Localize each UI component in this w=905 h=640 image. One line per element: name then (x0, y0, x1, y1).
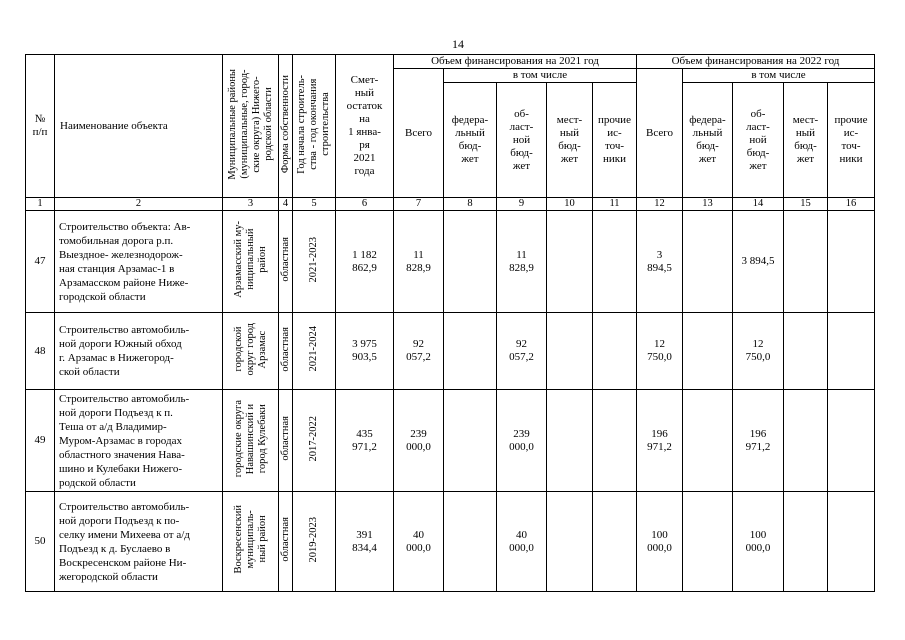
federal-2021-value (444, 492, 497, 592)
other-2022-value (828, 211, 875, 313)
regional-2021-value: 40 000,0 (497, 492, 547, 592)
ownership-text: областная (279, 517, 291, 562)
header-total-2022: Всего (637, 69, 683, 198)
table-row (26, 390, 875, 492)
table-row (26, 313, 875, 390)
column-number: 5 (293, 198, 336, 211)
header-years-text: Год начала строитель- ства - год окончания строительства (296, 74, 331, 174)
header-other-2022: прочие ис- точ- ники (828, 83, 875, 198)
column-number: 16 (828, 198, 875, 211)
column-number-row (26, 198, 875, 211)
header-regional-2021: об- ласт- ной бюд- жет (497, 83, 547, 198)
district-cell (223, 492, 279, 592)
total-2022-value: 196 971,2 (637, 390, 683, 492)
header-name: Наименование объекта (55, 55, 223, 198)
years-text: 2021-2023 (308, 236, 319, 283)
regional-2022-value: 100 000,0 (733, 492, 784, 592)
header-years (293, 55, 336, 198)
ownership-cell (279, 313, 293, 390)
regional-2021-value: 11 828,9 (497, 211, 547, 313)
local-2021-value (547, 390, 593, 492)
header-local-2021: мест- ный бюд- жет (547, 83, 593, 198)
total-2022-value: 100 000,0 (637, 492, 683, 592)
header-fin-2021: Объем финансирования на 2021 год (394, 55, 637, 69)
header-ownership-text: Форма собственности (279, 74, 291, 174)
column-number: 6 (336, 198, 394, 211)
header-fin-2022: Объем финансирования на 2022 год (637, 55, 875, 69)
table-header (26, 55, 875, 211)
header-ownership (279, 55, 293, 198)
regional-2022-value: 196 971,2 (733, 390, 784, 492)
other-2021-value (593, 492, 637, 592)
header-other-2021: прочие ис- точ- ники (593, 83, 637, 198)
ownership-cell (279, 390, 293, 492)
district-cell (223, 211, 279, 313)
federal-2022-value (683, 492, 733, 592)
local-2022-value (784, 211, 828, 313)
header-district (223, 55, 279, 198)
column-number: 13 (683, 198, 733, 211)
other-2021-value (593, 390, 637, 492)
column-number: 2 (55, 198, 223, 211)
column-number: 12 (637, 198, 683, 211)
object-name: Строительство автомобиль- ной дороги Южный обход г. Арзамас в Нижегород- ской области (55, 313, 223, 390)
row-num: 47 (26, 211, 55, 313)
total-2022-value: 3 894,5 (637, 211, 683, 313)
other-2022-value (828, 390, 875, 492)
local-2021-value (547, 211, 593, 313)
ownership-cell (279, 492, 293, 592)
header-total-2021: Всего (394, 69, 444, 198)
local-2022-value (784, 390, 828, 492)
local-2021-value (547, 313, 593, 390)
regional-2022-value: 12 750,0 (733, 313, 784, 390)
row-num: 48 (26, 313, 55, 390)
regional-2021-value: 239 000,0 (497, 390, 547, 492)
other-2021-value (593, 313, 637, 390)
years-cell (293, 492, 336, 592)
column-number: 8 (444, 198, 497, 211)
district-text: Воскресенский муниципаль- ный район (232, 505, 268, 574)
column-number: 3 (223, 198, 279, 211)
total-2021-value: 11 828,9 (394, 211, 444, 313)
row-num: 49 (26, 390, 55, 492)
district-text: городские округа Навашинский и город Кулебаки (232, 399, 268, 478)
other-2022-value (828, 492, 875, 592)
ownership-text: областная (279, 416, 291, 461)
column-number: 14 (733, 198, 784, 211)
financing-table (25, 54, 875, 592)
estimate-value: 1 182 862,9 (336, 211, 394, 313)
header-federal-2021: федера- льный бюд- жет (444, 83, 497, 198)
total-2021-value: 40 000,0 (394, 492, 444, 592)
header-incl-2021: в том числе (444, 69, 637, 83)
district-text: Арзамасский му- ниципальный район (232, 221, 268, 298)
years-cell (293, 313, 336, 390)
header-federal-2022: федера- льный бюд- жет (683, 83, 733, 198)
object-name: Строительство объекта: Ав- томобильная дорога р.п. Выездное- железнодорож- ная станция Арзамас-1 в Арзамасском районе Ниже- городской области (55, 211, 223, 313)
years-text: 2021-2024 (308, 326, 319, 372)
column-number: 9 (497, 198, 547, 211)
federal-2022-value (683, 211, 733, 313)
page-number: 14 (452, 37, 464, 51)
header-local-2022: мест- ный бюд- жет (784, 83, 828, 198)
total-2021-value: 239 000,0 (394, 390, 444, 492)
table-row (26, 492, 875, 592)
estimate-value: 391 834,4 (336, 492, 394, 592)
column-number: 10 (547, 198, 593, 211)
years-cell (293, 211, 336, 313)
header-district-text: Муниципальные районы (муниципальные, город- ские округа) Нижего- родской области (226, 68, 274, 180)
local-2021-value (547, 492, 593, 592)
estimate-value: 3 975 903,5 (336, 313, 394, 390)
federal-2021-value (444, 211, 497, 313)
object-name: Строительство автомобиль- ной дороги Подъезд к п. Теша от а/д Владимир- Муром-Арзамас в городах областного значения Нава- шино и Кулебаки Нижего- родской области (55, 390, 223, 492)
federal-2021-value (444, 390, 497, 492)
column-number: 11 (593, 198, 637, 211)
district-cell (223, 390, 279, 492)
column-number: 1 (26, 198, 55, 211)
ownership-cell (279, 211, 293, 313)
federal-2022-value (683, 313, 733, 390)
table-row (26, 211, 875, 313)
column-number: 15 (784, 198, 828, 211)
years-text: 2017-2022 (308, 415, 319, 462)
estimate-value: 435 971,2 (336, 390, 394, 492)
federal-2021-value (444, 313, 497, 390)
header-incl-2022: в том числе (683, 69, 875, 83)
header-num: № п/п (26, 55, 55, 198)
federal-2022-value (683, 390, 733, 492)
column-number: 7 (394, 198, 444, 211)
other-2022-value (828, 313, 875, 390)
regional-2022-value: 3 894,5 (733, 211, 784, 313)
local-2022-value (784, 492, 828, 592)
ownership-text: областная (279, 326, 291, 372)
district-cell (223, 313, 279, 390)
years-cell (293, 390, 336, 492)
row-num: 50 (26, 492, 55, 592)
other-2021-value (593, 211, 637, 313)
years-text: 2019-2023 (308, 516, 319, 563)
column-number: 4 (279, 198, 293, 211)
header-regional-2022: об- ласт- ной бюд- жет (733, 83, 784, 198)
district-text: городской округ город Арзамас (232, 322, 268, 376)
object-name: Строительство автомобиль- ной дороги Подъезд к по- селку имени Михеева от а/д Подъезд к д. Буслаево в Воскресенском районе Ни- жегородской области (55, 492, 223, 592)
regional-2021-value: 92 057,2 (497, 313, 547, 390)
table-body (26, 211, 875, 592)
total-2021-value: 92 057,2 (394, 313, 444, 390)
total-2022-value: 12 750,0 (637, 313, 683, 390)
header-estimate: Смет- ный остаток на 1 янва- ря 2021 года (336, 55, 394, 198)
ownership-text: областная (279, 237, 291, 282)
local-2022-value (784, 313, 828, 390)
